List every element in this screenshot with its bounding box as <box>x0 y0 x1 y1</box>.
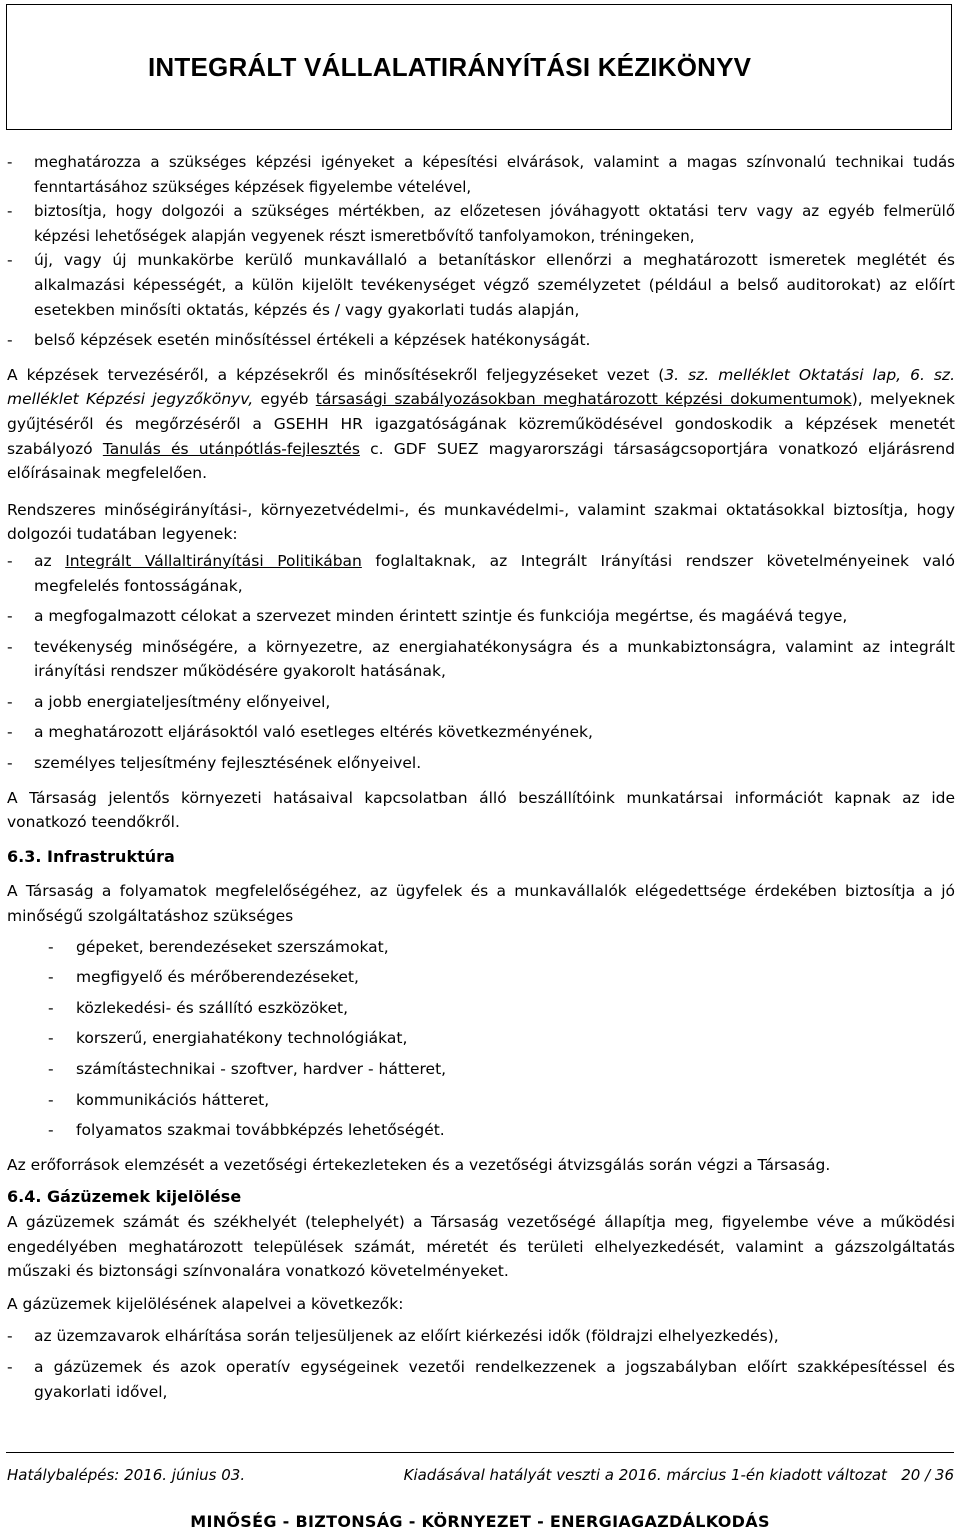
text-run: A képzések tervezéséről, a képzésekről és minősítésekről feljegyzéseket vezet ( <box>7 365 665 384</box>
effective-date: Hatálybalépés: 2016. június 03. <box>7 1466 246 1484</box>
text-run: az <box>34 551 66 570</box>
gas-principles-list <box>7 1324 955 1404</box>
text-run: ), melyeknek gyűjtéséről és megőrzéséről a GSEHH HR igazgatóságának közreműködésével gondoskodik a képzések menetét szabályozó <box>7 390 956 458</box>
infrastructure-paragraph: A Társaság a folyamatok megfelelőségéhez, az ügyfelek és a munkavállalók elégedettsége érdekében biztosítja a jó minőségű szolgáltatáshoz szükséges <box>7 882 955 926</box>
list-item: - korszerű, energiahatékony technológiákat, <box>48 1026 955 1051</box>
awareness-list <box>7 549 955 776</box>
list-item: - kommunikációs hátteret, <box>48 1088 955 1113</box>
list-item <box>7 549 955 598</box>
records-paragraph <box>7 363 955 486</box>
list-item: - a megfogalmazott célokat a szervezet minden érintett szintje és funkciója megértse, és magáévá tegye, <box>7 604 955 629</box>
list-item: - gépeket, berendezéseket szerszámokat, <box>48 935 955 960</box>
list-item: - az üzemzavarok elhárítása során teljesüljenek az előírt kiérkezési idők (földrajzi elhelyezkedés), <box>7 1324 955 1349</box>
learning-procedure-link[interactable]: Tanulás és utánpótlás-fejlesztés <box>102 439 360 458</box>
list-item: - új, vagy új munkakörbe kerülő munkavállaló a betanításkor ellenőrzi a meghatározott ismeretek meglétét és alkalmazási képességét, a külön kijelölt tevékenységet végző személyzetet (például a belső auditorokat) az előírt esetekben minősíti oktatás, képzés és / vagy gyakorlati tudás alapján, <box>7 248 955 322</box>
text-run: foglaltaknak, az Integrált Irányítási rendszer követelményeinek való megfelelés fontosságának, <box>34 551 955 595</box>
list-item: - biztosítja, hogy dolgozói a szükséges mértékben, az előzetesen jóváhagyott oktatási terv vagy az egyéb felmerülő képzési lehetőségek alapján vegyenek részt ismeretbővítő tanfolyamokon, tréningeken, <box>7 199 955 248</box>
list-item: - számítástechnikai - szoftver, hardver - hátteret, <box>48 1057 955 1082</box>
list-item: - belső képzések esetén minősítéssel értékeli a képzések hatékonyságát. <box>7 328 955 353</box>
list-item: - meghatározza a szükséges képzési igényeket a képesítési elvárások, valamint a magas színvonalú technikai tudás fenntartásához szükséges képzések figyelembe vételével, <box>7 150 955 199</box>
document-title: INTEGRÁLT VÁLLALATIRÁNYÍTÁSI KÉZIKÖNYV <box>148 52 752 82</box>
text-run: egyéb <box>253 390 316 409</box>
section-heading-infrastructure: 6.3. Infrastruktúra <box>7 846 175 866</box>
list-item: - megfigyelő és mérőberendezéseket, <box>48 965 955 990</box>
list-item: - közlekedési- és szállító eszközöket, <box>48 996 955 1021</box>
footer-slogan: MINŐSÉG - BIZTONSÁG - KÖRNYEZET - ENERGIAGAZDÁLKODÁS <box>190 1512 770 1531</box>
section-heading-gas-plants: 6.4. Gázüzemek kijelölése <box>7 1187 242 1207</box>
awareness-paragraph: Rendszeres minőségirányítási-, környezetvédelmi-, és munkavédelmi-, valamint szakmai oktatásokkal biztosítja, hogy dolgozói tudatában legyenek: <box>7 500 955 544</box>
text-run: c. GDF SUEZ magyarországi társaságcsoportjára vonatkozó eljárásrend előírásainak megfelelően. <box>7 439 955 483</box>
page-content <box>7 150 955 1404</box>
list-item: - a meghatározott eljárásoktól való esetleges eltérés következményének, <box>7 720 955 745</box>
gas-principles-paragraph: A gázüzemek kijelölésének alapelvei a következők: <box>7 1294 404 1313</box>
training-documents-link[interactable]: társasági szabályozásokban meghatározott képzési dokumentumok <box>315 390 852 409</box>
list-item: - tevékenység minőségére, a környezetre, az energiahatékonyságra és a munkabiztonságra, valamint az integrált irányítási rendszer működésére gyakorolt hatásának, <box>7 635 955 684</box>
list-item: - a jobb energiateljesítmény előnyeivel, <box>7 690 955 715</box>
training-duties-list <box>7 150 955 353</box>
suppliers-paragraph: A Társaság jelentős környezeti hatásaival kapcsolatban álló beszállítóink munkatársai információt kapnak az ide vonatkozó teendőkről. <box>7 788 955 832</box>
gas-plants-paragraph: A gázüzemek számát és székhelyét (telephelyét) a Társaság vezetőségé állapítja meg, figyelembe véve a működési engedélyében meghatározott települések számát, méretét és területi elhelyezkedését, valamint a gázszolgáltatás műszaki és biztonsági színvonalára vonatkozó követelményeket. <box>7 1212 955 1281</box>
infrastructure-list <box>7 935 955 1143</box>
list-item: - folyamatos szakmai továbbképzés lehetőségét. <box>48 1118 955 1143</box>
list-item: - személyes teljesítmény fejlesztésének előnyeivel. <box>7 751 955 776</box>
resources-paragraph: Az erőforrások elemzését a vezetőségi értekezleteken és a vezetőségi átvizsgálás során végzi a Társaság. <box>7 1155 831 1174</box>
integrated-policy-link[interactable]: Integrált Vállaltirányítási Politikában <box>65 551 362 570</box>
annex-reference: 3. sz. melléklet Oktatási lap, 6. sz. melléklet Képzési jegyzőkönyv, <box>7 365 955 409</box>
footer-divider <box>6 1452 954 1453</box>
list-item: - a gázüzemek és azok operatív egységeinek vezetői rendelkezzenek a jogszabályban előírt szakképesítéssel és gyakorlati idővel, <box>7 1355 955 1404</box>
version-and-page-number: Kiadásával hatályát veszti a 2016. március 1-én kiadott változat 20 / 36 <box>403 1466 954 1484</box>
